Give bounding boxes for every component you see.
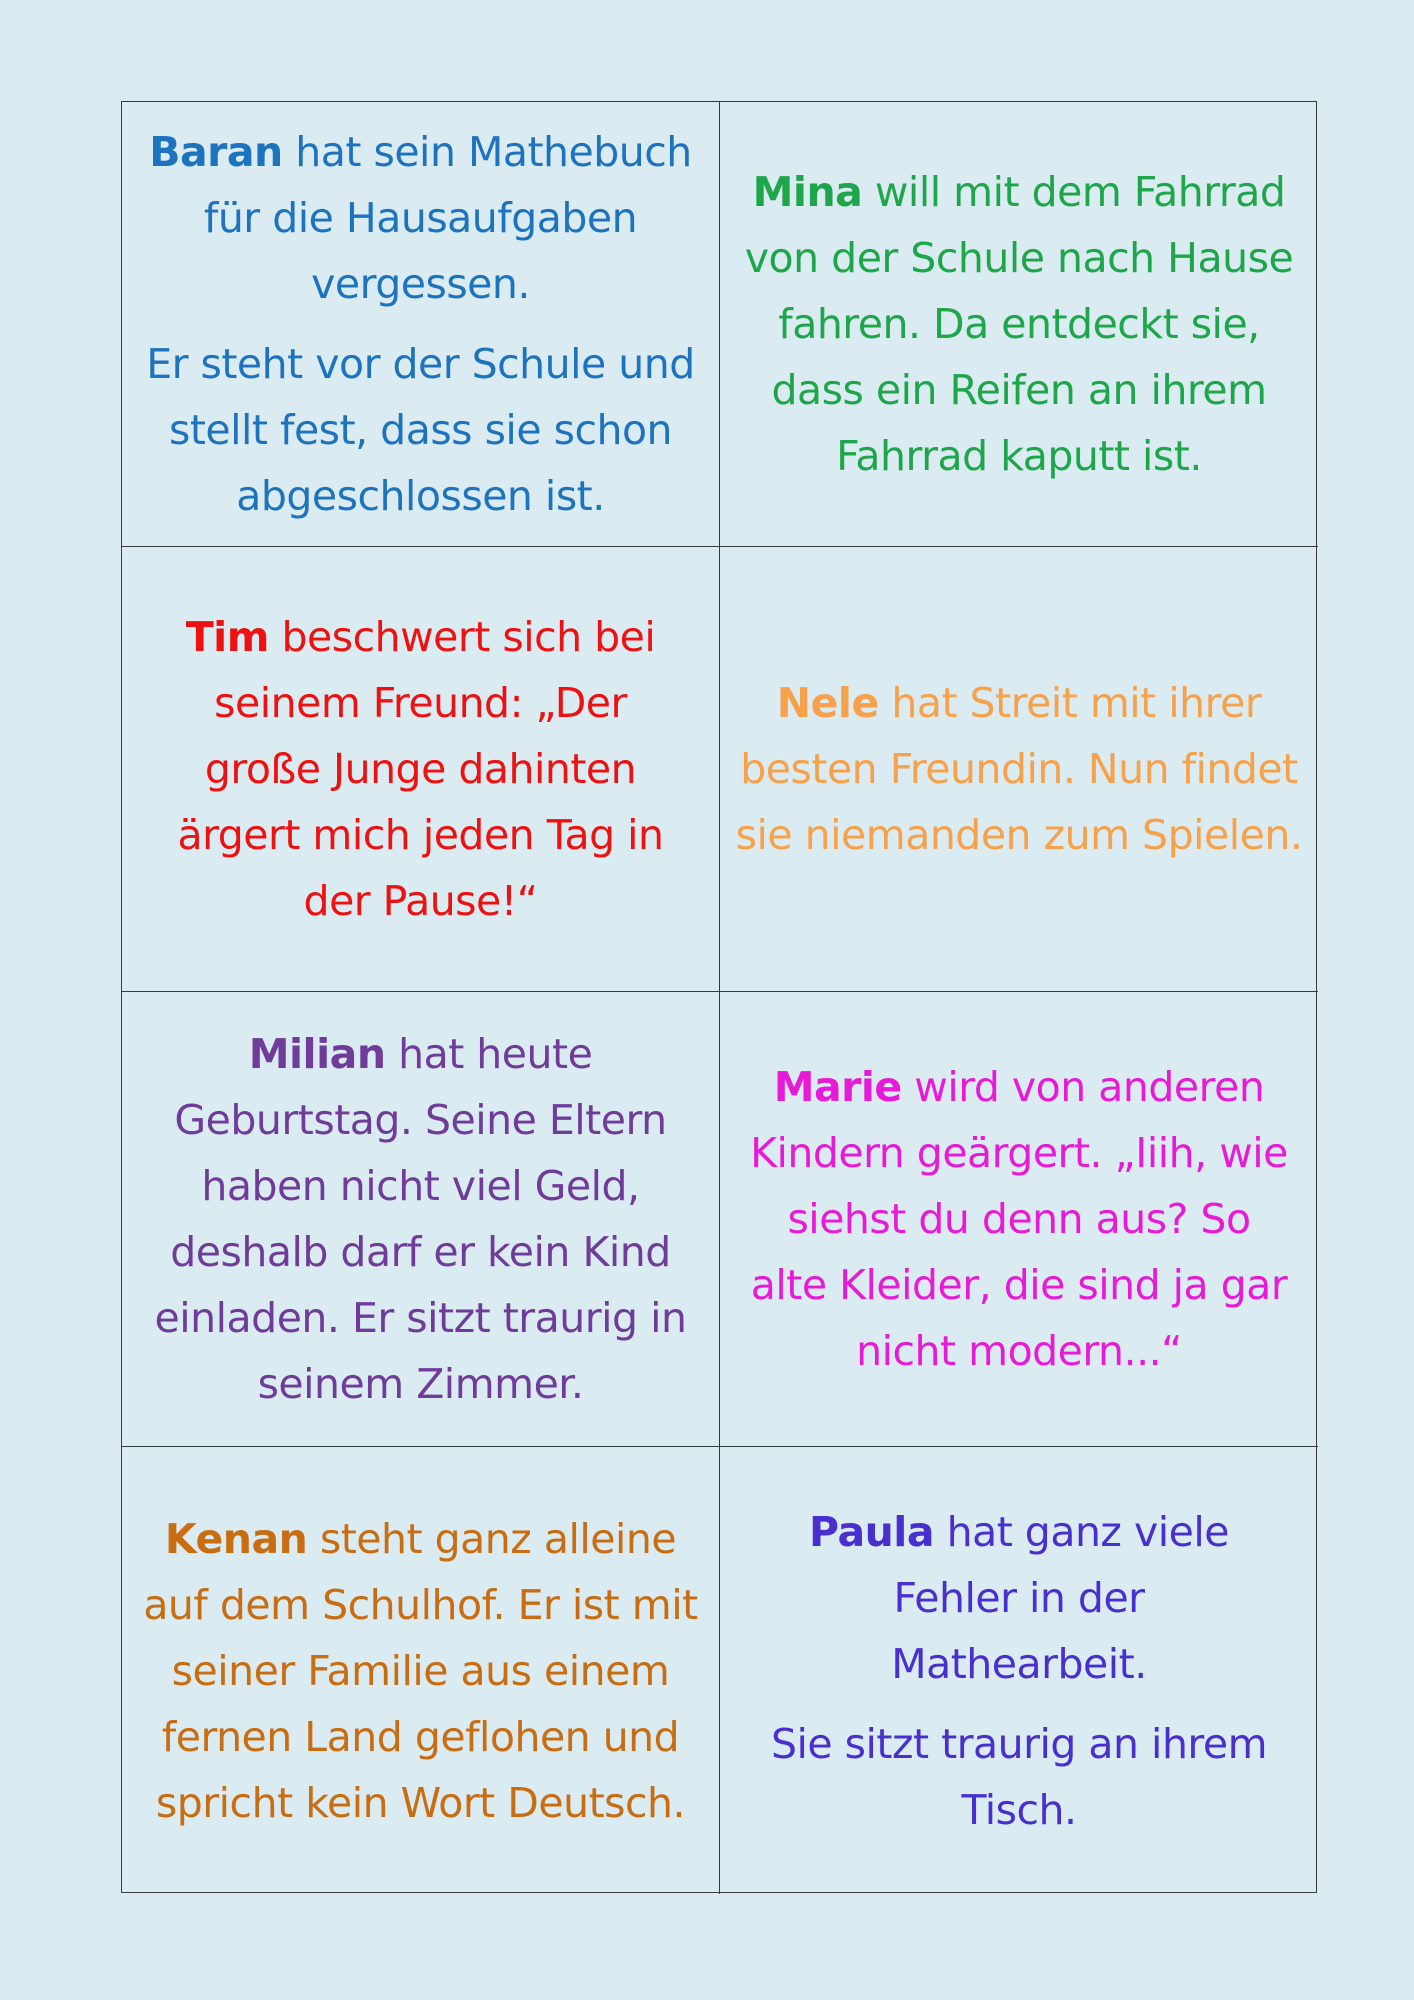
card-paragraph [734, 670, 1304, 868]
card-name: Paula [809, 1507, 935, 1556]
card-paragraph [749, 1054, 1289, 1384]
card-grid [121, 101, 1317, 1893]
card-paragraph [136, 1021, 706, 1417]
card-paragraph [739, 159, 1299, 489]
card-name: Baran [149, 128, 283, 176]
card-name: Marie [773, 1063, 902, 1111]
card-nele [720, 547, 1318, 992]
card-paragraph [141, 331, 701, 529]
card-text: steht ganz alleine auf dem Schulhof. Er ist mit seiner Familie aus einem fernen Land geflohen und spricht kein Wort Deutsch. [143, 1514, 698, 1827]
card-mina [720, 102, 1318, 547]
card-marie [720, 992, 1318, 1447]
card-paragraph [151, 604, 691, 934]
card-paragraph [734, 1711, 1304, 1843]
card-paragraph [136, 1506, 706, 1836]
card-text: hat Streit mit ihrer besten Freundin. Nun findet sie niemanden zum Spielen. [735, 679, 1303, 859]
card-text: will mit dem Fahrrad von der Schule nach Hause fahren. Da entdeckt sie, dass ein Reifen an ihrem Fahrrad kaputt ist. [744, 168, 1294, 480]
card-name: Milian [248, 1030, 386, 1078]
card-text: beschwert sich bei seinem Freund: „Der große Junge dahinten ärgert mich jeden Tag in der Pause!“ [177, 613, 664, 925]
card-kenan [122, 1447, 720, 1894]
card-baran [122, 102, 720, 547]
card-name: Nele [776, 679, 879, 727]
card-text: wird von anderen Kindern geärgert. „Iiih, wie siehst du denn aus? So alte Kleider, die sind ja gar nicht modern...“ [750, 1063, 1288, 1375]
card-text: hat heute Geburtstag. Seine Eltern haben nicht viel Geld, deshalb darf er kein Kind einladen. Er sitzt traurig in seinem Zimmer. [154, 1030, 687, 1408]
card-paula [720, 1447, 1318, 1894]
card-text: Er steht vor der Schule und stellt fest, dass sie schon abgeschlossen ist. [146, 340, 695, 520]
card-text: Sie sitzt traurig an ihrem Tisch. [770, 1719, 1268, 1834]
card-name: Tim [185, 613, 269, 661]
card-text: hat ganz viele Fehler in der Mathearbeit. [891, 1507, 1229, 1688]
card-name: Kenan [164, 1514, 308, 1563]
card-paragraph [779, 1499, 1259, 1697]
card-tim [122, 547, 720, 992]
card-text: hat sein Mathebuch für die Hausaufgaben vergessen. [203, 128, 692, 308]
card-name: Mina [752, 168, 863, 216]
card-paragraph [141, 119, 701, 317]
card-milian [122, 992, 720, 1447]
